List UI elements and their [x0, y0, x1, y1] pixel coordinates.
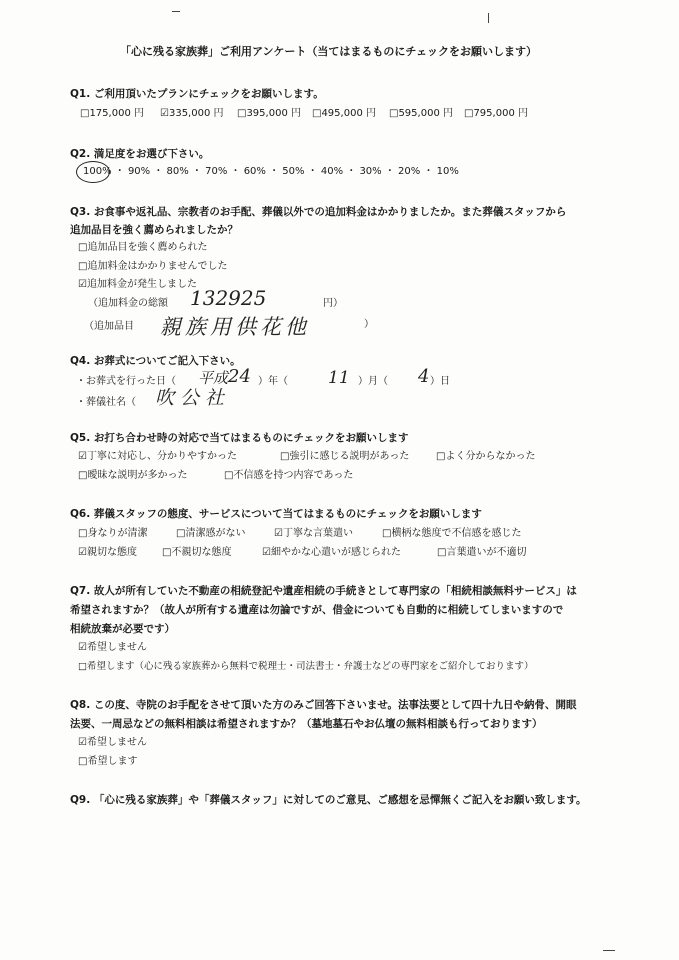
q1-option-335000[interactable]: ☑335,000 円 [160, 108, 224, 119]
q5-label: Q5. お打ち合わせ時の対応で当てはまるものにチェックをお願いします [70, 432, 409, 444]
q9-label: Q9. 「心に残る家族葬」や「葬儀スタッフ」に対してのご意見、ご感想を忌憚無くご記入をお願い致します。 [70, 794, 587, 806]
q1-option-595000[interactable]: □595,000 円 [389, 108, 453, 119]
q3-items-close: ） [364, 319, 374, 330]
q6-option-arrogant[interactable]: □横柄な態度で不信感を感じた [382, 528, 522, 539]
q6-option-unkind[interactable]: □不親切な態度 [162, 547, 232, 558]
q3-total-unit: 円） [323, 298, 343, 309]
q1-option-395000[interactable]: □395,000 円 [237, 108, 301, 119]
q6-label: Q6. 葬儀スタッフの態度、サービスについて当てはまるものにチェックをお願いします [70, 508, 482, 520]
q1-label: Q1. ご利用頂いたプランにチェックをお願いします。 [70, 88, 324, 100]
q3-label-line2: 追加品目を強く薦められましたか？ [70, 224, 238, 236]
q2-satisfaction-scale[interactable]: 100% ・ 90% ・ 80% ・ 70% ・ 60% ・ 50% ・ 40% ・ 30% ・ 20% ・ 10% [83, 166, 459, 177]
q7-label-line2: 希望されますか？（故人が所有する遺産は勿論ですが、借金についても自動的に相続してしまいますので [70, 604, 564, 616]
q4-year[interactable]: 24 [228, 366, 251, 387]
q1-option-175000[interactable]: □175,000 円 [80, 108, 144, 119]
q3-items-value[interactable]: 親族用供花他 [160, 315, 310, 339]
scan-mark-bottom-right [603, 950, 615, 951]
q8-label-line2: 法要、一周忌などの無料相談は希望されますか？（墓地墓石やお仏壇の無料相談も行っております） [70, 718, 543, 730]
q4-month[interactable]: 11 [328, 368, 350, 388]
survey-title: 「心に残る家族葬」ご利用アンケート（当てはまるものにチェックをお願いします） [120, 45, 538, 58]
q4-month-suffix: ）月（ [358, 376, 388, 387]
q1-option-495000[interactable]: □495,000 円 [312, 108, 376, 119]
q3-items-label: （追加品目 [84, 321, 134, 332]
q5-option-polite[interactable]: ☑丁寧に対応し、分かりやすかった [78, 451, 237, 462]
q4-company-label: ・葬儀社名（ [76, 397, 136, 408]
q3-option-extra-fee[interactable]: ☑追加料金が発生しました [78, 279, 197, 290]
q6-option-not-clean[interactable]: □清潔感がない [176, 528, 246, 539]
q7-label-line3: 相続放棄が必要です） [70, 623, 175, 635]
q8-option-yes[interactable]: □希望します [78, 756, 138, 767]
q4-era[interactable]: 平成 [198, 369, 229, 387]
q5-option-forceful[interactable]: □強引に感じる説明があった [280, 451, 410, 462]
q4-day-suffix: ）日 [430, 376, 450, 387]
scan-mark-top [172, 11, 180, 12]
q6-option-neat[interactable]: □身なりが清潔 [78, 528, 148, 539]
q7-option-yes[interactable]: □希望します（心に残る家族葬から無料で税理士・司法書士・弁護士などの専門家をご紹介しております） [78, 661, 534, 672]
q3-label-line1: Q3. お食事や返礼品、宗教者のお手配、葬儀以外での追加料金はかかりましたか。また葬儀スタッフから [70, 206, 567, 218]
q3-option-no-extra-fee[interactable]: □追加料金はかかりませんでした [78, 261, 228, 272]
q2-label: Q2. 満足度をお選び下さい。 [70, 148, 210, 160]
q5-option-vague[interactable]: □曖昧な説明が多かった [78, 470, 188, 481]
q6-option-attentive[interactable]: ☑細やかな心遣いが感じられた [262, 547, 401, 558]
q1-option-795000[interactable]: □795,000 円 [464, 108, 528, 119]
q3-option-pushed-items[interactable]: □追加品目を強く薦められた [78, 242, 208, 253]
q4-label: Q4. お葬式についてご記入下さい。 [70, 355, 241, 367]
q3-total-label: （追加料金の総額 [88, 298, 168, 309]
q5-option-distrust[interactable]: □不信感を持つ内容であった [224, 470, 354, 481]
q4-date-label: ・お葬式を行った日（ [76, 376, 176, 387]
q7-option-no[interactable]: ☑希望しません [78, 642, 147, 653]
q4-year-suffix: ）年（ [258, 376, 288, 387]
q2-selected-circle [76, 161, 110, 183]
scan-mark-top-right [488, 13, 489, 23]
q3-total-value[interactable]: 132925 [190, 286, 267, 310]
q6-option-polite-words[interactable]: ☑丁寧な言葉遣い [274, 528, 353, 539]
q8-option-no[interactable]: ☑希望しません [78, 737, 147, 748]
q5-option-unclear[interactable]: □よく分からなかった [436, 451, 536, 462]
q6-option-kind[interactable]: ☑親切な態度 [78, 547, 137, 558]
q8-label-line1: Q8. この度、寺院のお手配をさせて頂いた方のみご回答下さいませ。法事法要として四十九日や納骨、開眼 [70, 699, 577, 711]
q4-company-value[interactable]: 吹公社 [155, 387, 231, 409]
q7-label-line1: Q7. 故人が所有していた不動産の相続登記や遺産相続の手続きとして専門家の「相続相談無料サービス」は [70, 585, 577, 597]
q4-day[interactable]: 4 [418, 366, 430, 387]
q6-option-improper-words[interactable]: □言葉遣いが不適切 [437, 547, 527, 558]
